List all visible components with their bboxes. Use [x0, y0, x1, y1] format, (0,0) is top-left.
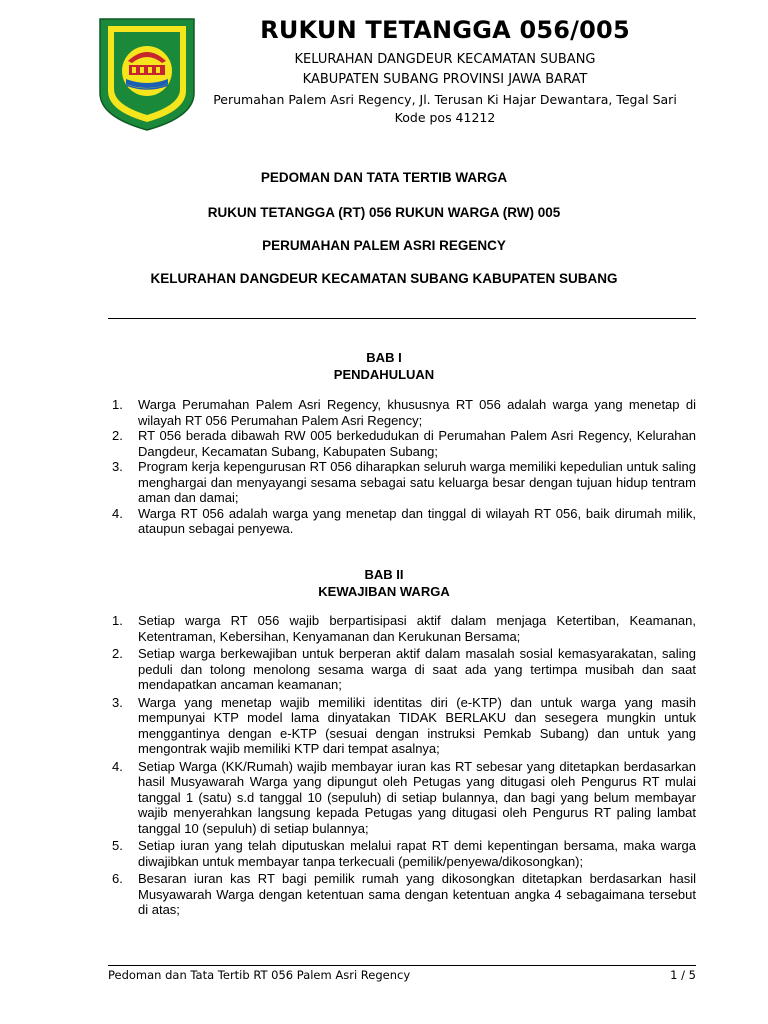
document-subtitle-rt-rw: RUKUN TETANGGA (RT) 056 RUKUN WARGA (RW) 005	[207, 205, 561, 220]
chapter-1-list	[108, 397, 696, 537]
chapter-1-heading	[80, 349, 688, 383]
list-item	[108, 397, 696, 428]
list-item	[108, 459, 696, 506]
chapter-2-number: BAB II	[364, 567, 404, 582]
letterhead-address: Perumahan Palem Asri Regency, Jl. Terusan Ki Hajar Dewantara, Tegal Sari	[213, 92, 677, 107]
chapter-2-list	[108, 613, 696, 920]
letterhead-kabupaten: KABUPATEN SUBANG PROVINSI JAWA BARAT	[302, 72, 588, 87]
list-item-number: 5.	[112, 838, 123, 853]
letterhead-title: RUKUN TETANGGA 056/005	[260, 16, 630, 44]
letterhead-kelurahan: KELURAHAN DANGDEUR KECAMATAN SUBANG	[294, 52, 596, 67]
list-item	[108, 646, 696, 693]
chapter-2-title: KEWAJIBAN WARGA	[318, 584, 450, 599]
list-item-number: 1.	[112, 397, 123, 412]
list-item	[108, 759, 696, 837]
chapter-1-title: PENDAHULUAN	[333, 367, 435, 382]
list-item	[108, 613, 696, 644]
list-item	[108, 871, 696, 918]
list-item-number: 3.	[112, 694, 123, 710]
chapter-2-heading	[80, 566, 688, 600]
list-item-text: Besaran iuran kas RT bagi pemilik rumah yang dikosongkan ditetapkan berdasarkan hasil Musyawarah Warga dengan ketentuan sama dengan ketentuan angka 4 sebagaimana tersebut di atas;	[138, 871, 696, 917]
list-item-text: RT 056 berada dibawah RW 005 berkedudukan di Perumahan Palem Asri Regency, Kelurahan Dangdeur, Kecamatan Subang, Kabupaten Subang;	[138, 428, 696, 459]
page-number: 1 / 5	[670, 968, 696, 982]
list-item-number: 2.	[112, 428, 123, 443]
list-item-text: Warga RT 056 adalah warga yang menetap dan tinggal di wilayah RT 056, baik dirumah milik, ataupun sebagai penyewa.	[138, 505, 696, 536]
document-title: PEDOMAN DAN TATA TERTIB WARGA	[260, 170, 508, 185]
list-item-number: 3.	[112, 459, 123, 474]
list-item-text: Setiap warga RT 056 wajib berpartisipasi aktif dalam menjaga Ketertiban, Keamanan, Ketentraman, Kebersihan, Kenyamanan dan Kerukunan Bersama;	[138, 613, 696, 644]
letterhead-postcode: Kode pos 41212	[394, 110, 496, 125]
list-item-text: Warga Perumahan Palem Asri Regency, khususnya RT 056 adalah warga yang menetap di wilayah RT 056 Perumahan Palem Asri Regency;	[138, 397, 696, 428]
document-subtitle-housing: PERUMAHAN PALEM ASRI REGENCY	[262, 238, 506, 253]
chapter-1-number: BAB I	[366, 350, 402, 365]
footer-document-name: Pedoman dan Tata Tertib RT 056 Palem Asri Regency	[108, 968, 411, 982]
list-item	[108, 428, 696, 459]
header-divider	[108, 318, 696, 319]
list-item-number: 4.	[112, 505, 123, 521]
document-subtitle-region: KELURAHAN DANGDEUR KECAMATAN SUBANG KABUPATEN SUBANG	[150, 271, 618, 286]
list-item-text: Warga yang menetap wajib memiliki identitas diri (e-KTP) dan untuk warga yang masih mempunyai KTP model lama dinyatakan TIDAK BERLAKU dan sesegera mungkin untuk menggantinya dengan e-KTP (sesuai dengan instruksi Pemkab Subang) dan untuk yang mengontrak wajib memiliki KTP dari tempat asalnya;	[138, 694, 696, 756]
list-item-text: Program kerja kepengurusan RT 056 diharapkan seluruh warga memiliki kepedulian untuk saling menghargai dan menyayangi sesama sebagai satu keluarga besar dengan tujuan hidup tentram aman dan damai;	[138, 459, 696, 505]
list-item-number: 4.	[112, 758, 123, 774]
list-item-number: 2.	[112, 646, 123, 661]
list-item-number: 1.	[112, 613, 123, 628]
pancasila-shield-logo	[96, 13, 198, 133]
list-item-text: Setiap warga berkewajiban untuk berperan aktif dalam masalah sosial kemasyarakatan, saling peduli dan tolong menolong sesama warga di saat ada yang tertimpa musibah dan saat mendapatkan ancaman keamanan;	[138, 646, 696, 692]
list-item	[108, 695, 696, 757]
list-item-text: Setiap Warga (KK/Rumah) wajib membayar iuran kas RT sebesar yang ditetapkan berdasarkan hasil Musyawarah Warga yang dipungut oleh Petugas yang ditugasi oleh Pengurus RT mulai tanggal 1 (satu) s.d tanggal 10 (sepuluh) di setiap bulannya, dan bagi yang belum membayar wajib menyerahkan langsung kepada Petugas yang ditugasi oleh Pengurus RT paling lambat tanggal 10 (sepuluh) di setiap bulannya;	[138, 758, 696, 836]
list-item	[108, 838, 696, 869]
footer-divider	[108, 965, 696, 966]
list-item-text: Setiap iuran yang telah diputuskan melalui rapat RT demi kepentingan bersama, maka warga diwajibkan untuk membayar tanpa terkecuali (pemilik/penyewa/dikosongkan);	[138, 838, 696, 869]
list-item	[108, 506, 696, 537]
list-item-number: 6.	[112, 871, 123, 886]
